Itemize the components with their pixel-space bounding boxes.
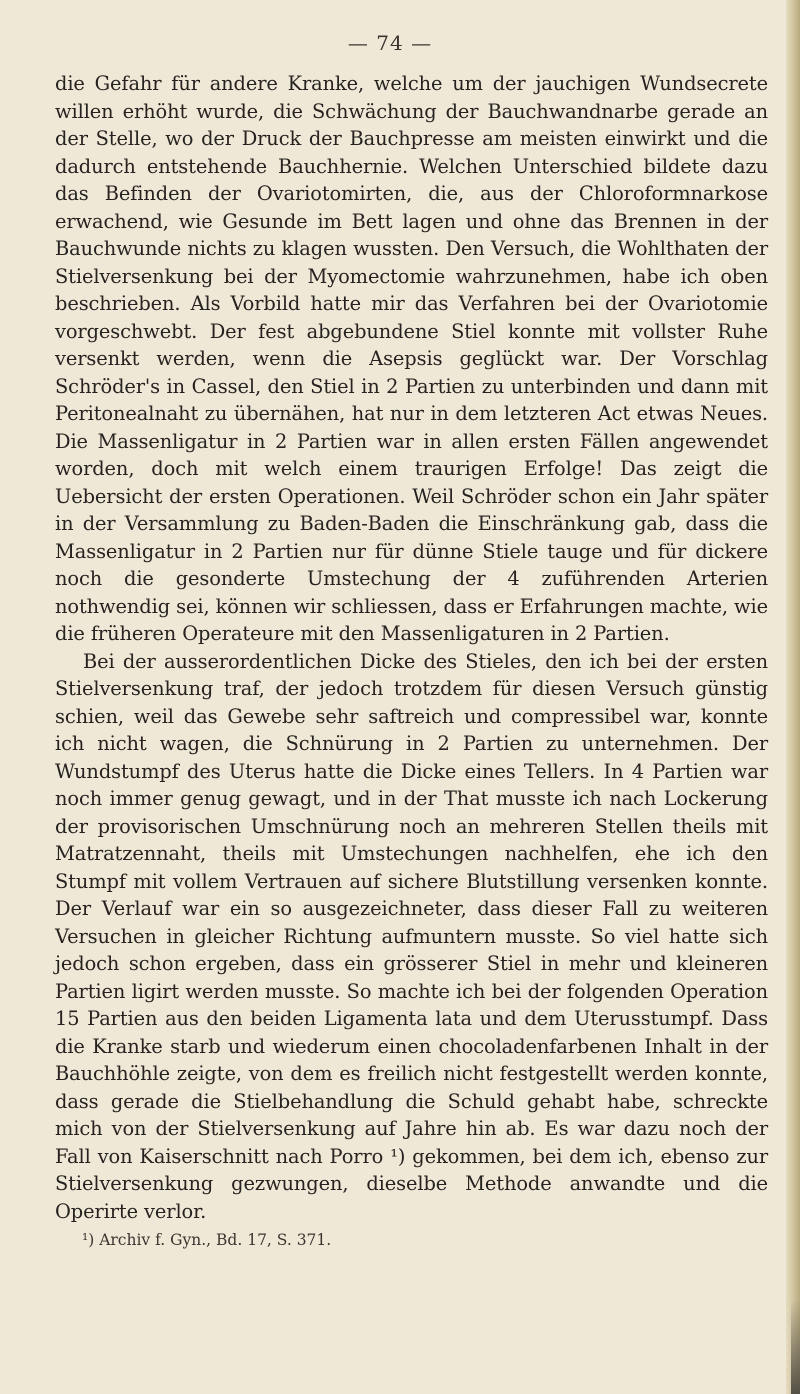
page-number-header: — 74 — [347,31,433,55]
paragraph-2 [55,648,768,1226]
page-edge-dark-corner [791,1300,800,1394]
footnote: ¹) Archiv f. Gyn., Bd. 17, S. 371. [82,1231,332,1249]
footnote-reference: ¹) [390,1144,406,1168]
paragraph-2-tail: gekommen, bei dem ich, ebenso zur Stielversenkung gezwungen, dieselbe Methode anwandte und die Operirte verlor. [55,1144,769,1223]
paragraph-2-text: Bei der ausserordentlichen Dicke des Stieles, den ich bei der ersten Stielversenkung traf, der jedoch trotzdem für diesen Versuch günstig schien, weil das Gewebe sehr saftreich und compressibel war, konnte ich nicht wagen, die Schnürung in 2 Partien zu unternehmen. Der Wundstumpf des Uterus hatte die Dicke eines Tellers. In 4 Partien war noch immer genug gewagt, und in der That musste ich nach Lockerung der provisorischen Umschnürung noch an mehreren Stellen theils mit Matratzennaht, theils mit Umstechungen nachhelfen, ehe ich den Stumpf mit vollem Vertrauen auf sichere Blutstillung versenken konnte. Der Verlauf war ein so ausgezeichneter, dass dieser Fall zu weiteren Versuchen in gleicher Richtung aufmuntern musste. So viel hatte sich jedoch schon ergeben, dass ein grösserer Stiel in mehr und kleineren Partien ligirt werden musste. So machte ich bei der folgenden Operation 15 Partien aus den beiden Ligamenta lata und dem Uterusstumpf. Dass die Kranke starb und wiederum einen chocoladenfarbenen Inhalt in der Bauchhöhle zeigte, von dem es freilich nicht festgestellt werden konnte, dass gerade die Stielbehandlung die Schuld gehabt habe, schreckte mich von der Stielversenkung auf Jahre hin ab. Es war dazu noch der Fall von Kaiserschnitt nach Porro [55,649,768,1168]
paragraph-1: die Gefahr für andere Kranke, welche um der jauchigen Wundsecrete willen erhöht wurde, die Schwächung der Bauchwandnarbe gerade an der Stelle, wo der Druck der Bauchpresse am meisten einwirkt und die dadurch entstehende Bauchhernie. Welchen Unterschied bildete dazu das Befinden der Ovariotomirten, die, aus der Chloroformnarkose erwachend, wie Gesunde im Bett lagen und ohne das Brennen in der Bauchwunde nichts zu klagen wussten. Den Versuch, die Wohlthaten der Stielversenkung bei der Myomectomie wahrzunehmen, habe ich oben beschrieben. Als Vorbild hatte mir das Verfahren bei der Ovariotomie vorgeschwebt. Der fest abgebundene Stiel konnte mit vollster Ruhe versenkt werden, wenn die Asepsis geglückt war. Der Vorschlag Schröder's in Cassel, den Stiel in 2 Partien zu unterbinden und dann mit Peritonealnaht zu übernähen, hat nur in dem letzteren Act etwas Neues. Die Massenligatur in 2 Partien war in allen ersten Fällen angewendet worden, doch mit welch einem traurigen Erfolge! Das zeigt die Uebersicht der ersten Operationen. Weil Schröder schon ein Jahr später in der Versammlung zu Baden-Baden die Einschränkung gab, dass die Massenligatur in 2 Partien nur für dünne Stiele tauge und für dickere noch die gesonderte Umstechung der 4 zuführenden Arterien nothwendig sei, können wir schliessen, dass er Erfahrungen machte, wie die früheren Operateure mit den Massenligaturen in 2 Partien. [55,72,768,645]
page-edge-shadow [786,0,800,1394]
body-text [55,70,768,1225]
